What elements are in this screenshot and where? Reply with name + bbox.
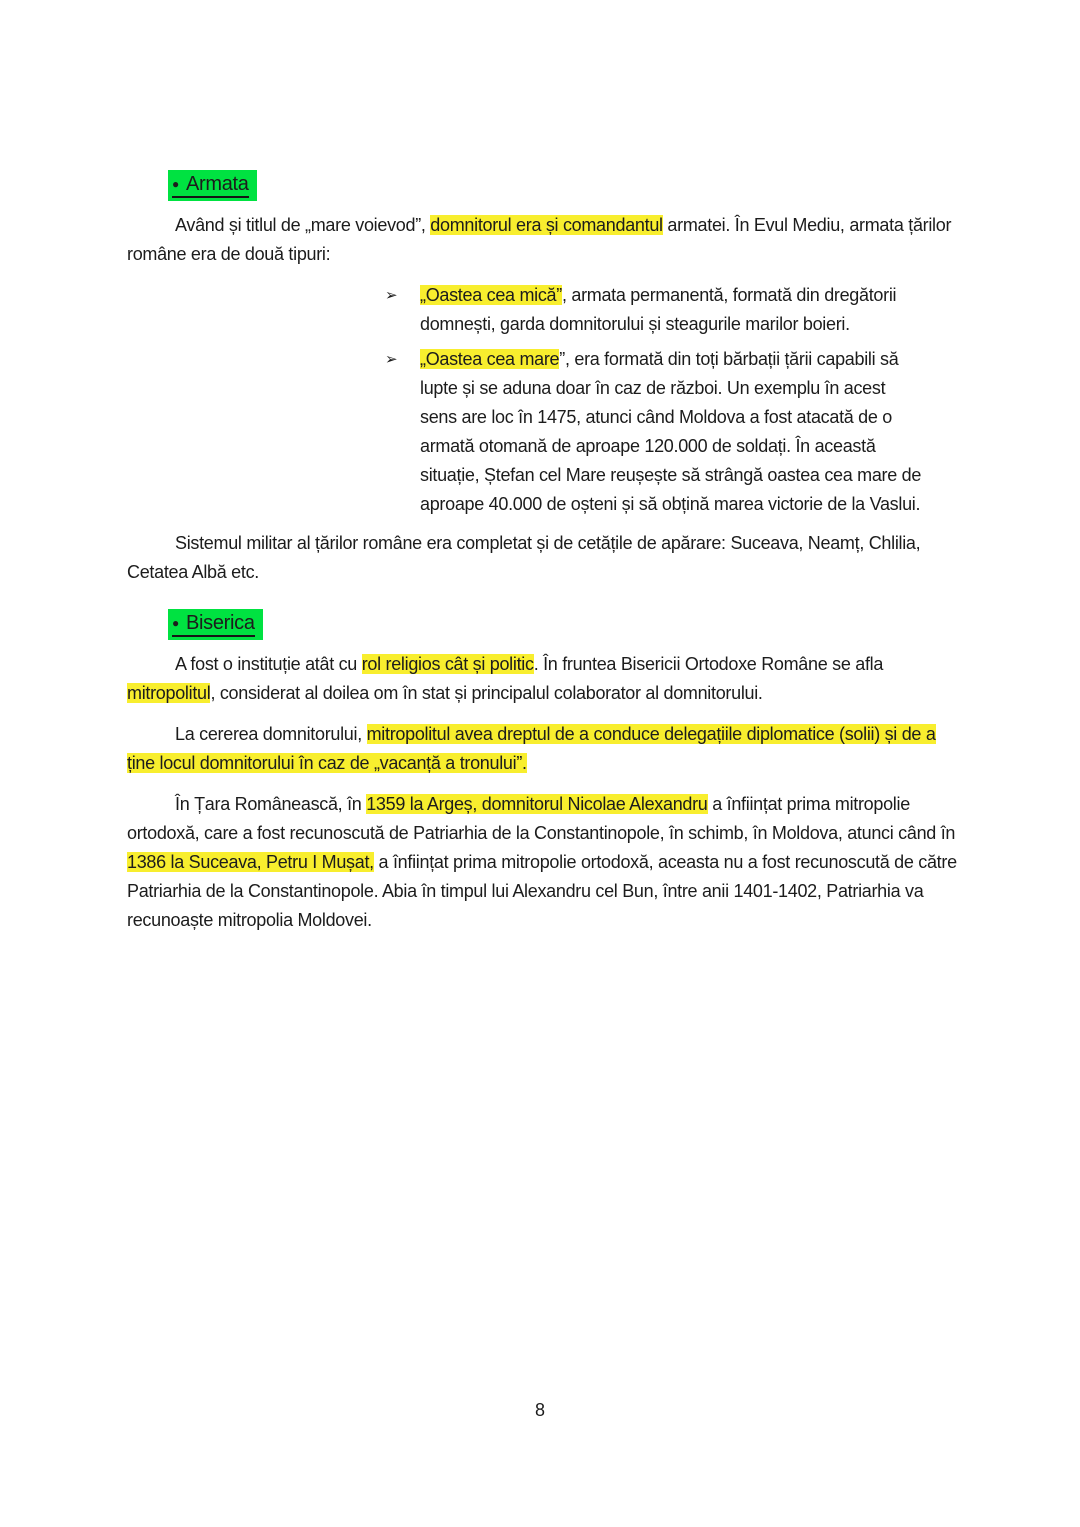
highlighted-text: mitropolitul — [127, 683, 211, 703]
text-run: În Țara Românească, în — [175, 794, 367, 814]
heading-text: Biserica — [185, 612, 255, 634]
text-run: A fost o instituție atât cu — [175, 654, 362, 674]
list-item-text — [420, 281, 925, 339]
highlighted-text: mitropolitul avea dreptul de a conduce delegațiile diplomatice (solii) și de a ține locul domnitorului în caz de „vacanță a tronului”. — [127, 724, 936, 773]
arrow-bullet-icon: ➢ — [385, 287, 398, 304]
list-item-oastea-mica — [385, 281, 957, 339]
highlighted-text: „Oastea cea mică” — [420, 285, 562, 305]
heading-underline — [172, 173, 249, 198]
paragraph-biserica-1 — [127, 650, 957, 708]
paragraph-armata-intro — [127, 211, 957, 269]
list-item-text — [420, 345, 925, 519]
paragraph-biserica-3 — [127, 790, 957, 935]
paragraph-armata-outro: Sistemul militar al țărilor române era completat și de cetățile de apărare: Suceava, Neamț, Chlilia, Cetatea Albă etc. — [127, 533, 921, 582]
text-run: a înființat prima mitropolie ortodoxă, aceasta nu a fost recunoscută de către Patriarhia de la Constantinopole. Abia în timpul lui Alexandru cel Bun, între anii 1401-1402, Patriarhia va recunoaște mitropolia Moldovei. — [127, 852, 957, 930]
highlighted-text: 1359 la Argeș, domnitorul Nicolae Alexandru — [366, 794, 708, 814]
bullet-list-army-types — [385, 281, 957, 519]
arrow-bullet-icon: ➢ — [385, 351, 398, 368]
section-biserica-heading-row — [127, 609, 957, 640]
highlighted-text: domnitorul era și comandantul — [430, 215, 663, 235]
text-run: armatei. În Evul Mediu, armata țărilor române era de două tipuri: — [127, 215, 952, 264]
document-content — [127, 170, 957, 935]
list-item-oastea-mare — [385, 345, 957, 519]
highlighted-text: rol religios cât și politic — [361, 654, 534, 674]
paragraph-biserica-2 — [127, 720, 957, 778]
highlighted-text: 1386 la Suceava, Petru I Mușat, — [127, 852, 374, 872]
highlighted-text: „Oastea cea mare — [420, 349, 560, 369]
section-heading-armata — [168, 170, 257, 201]
section-armata-heading-row — [127, 170, 957, 201]
text-run: a înființat prima mitropolie ortodoxă, care a fost recunoscută de Patriarhia de la Constantinopole, în schimb, în Moldova, atunci când în — [127, 794, 956, 843]
page-number: 8 — [534, 1400, 545, 1420]
heading-underline — [172, 612, 255, 637]
text-run: . În fruntea Bisericii Ortodoxe Române se afla — [533, 654, 884, 674]
text-run: Având și titlul de „mare voievod”, — [175, 215, 431, 235]
section-heading-biserica — [168, 609, 263, 640]
text-run: ”, era formată din toți bărbații țării capabili să lupte și se aduna doar în caz de război. Un exemplu în acest sens are loc în 1475, atunci când Moldova a fost atacată de o armată otomană de aproape 120.000 de soldați. În această situație, Ștefan cel Mare reușește să strângă oastea cea mare de aproape 40.000 de oșteni și să obțină marea victorie de la Vaslui. — [420, 349, 922, 514]
bullet-dot-icon: ● — [172, 616, 179, 630]
heading-text: Armata — [185, 173, 249, 195]
bullet-dot-icon: ● — [172, 177, 179, 191]
text-run: , considerat al doilea om în stat și principalul colaborator al domnitorului. — [210, 683, 763, 703]
text-run: La cererea domnitorului, — [175, 724, 367, 744]
text-run: , armata permanentă, formată din dregătorii domnești, garda domnitorului și steagurile marilor boieri. — [420, 285, 897, 334]
